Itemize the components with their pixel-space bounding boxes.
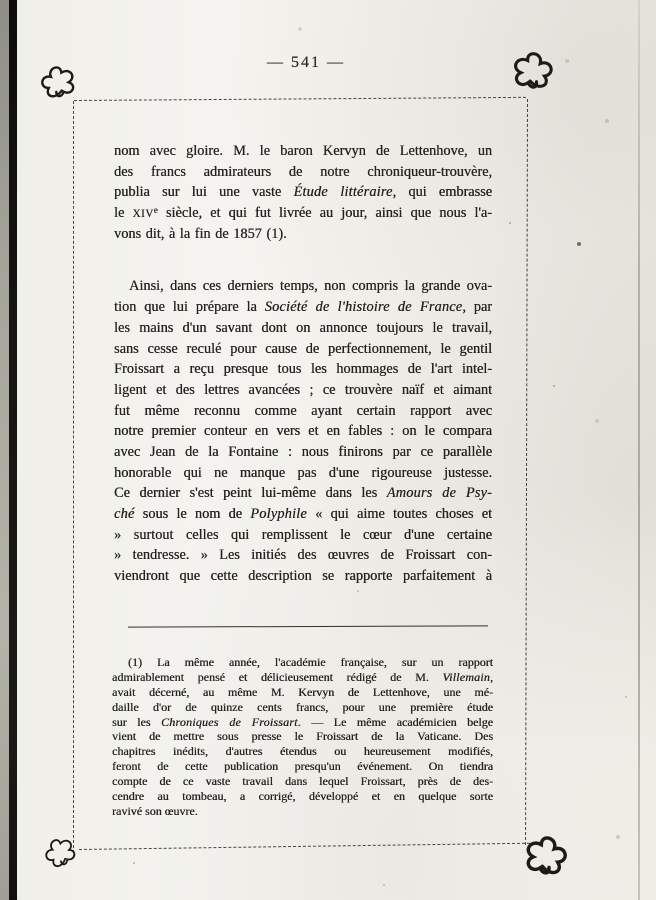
text-line: compte de ce vaste travail dans lequel Froissart, près de des- [112, 774, 493, 789]
text-line: (1) La même année, l'académie française, sur un rapport [128, 655, 493, 669]
text-line: honorable qui ne manque pas d'une rigoureuse justesse. [114, 464, 492, 481]
text-line: » surtout celles qui remplissent le cœur d'une certaine [114, 526, 492, 543]
text-line: notre premier conteur en vers et en fables : on le compara [114, 423, 492, 440]
text-line: nom avec gloire. M. le baron Kervyn de Lettenhove, un [114, 143, 492, 159]
text-line: » tendresse. » Les initiés des œuvres de Froissart con- [114, 547, 492, 564]
text-line: des francs admirateurs de notre chroniqueur-trouvère, [114, 163, 492, 180]
paragraph [114, 276, 492, 586]
text-line: vient de mettre sous presse le Froissart de la Vaticane. Des [112, 729, 493, 744]
flourish-ornament-top-right-icon [508, 48, 556, 96]
paragraph [114, 141, 492, 244]
scan-speckles [0, 0, 2, 2]
flourish-ornament-bottom-right-icon [518, 830, 571, 883]
text-line: cendre au tombeau, a corrigé, développé et en quelque sorte [112, 789, 493, 804]
text-line: avec Jean de la Fontaine : nous finirons par ce parallèle [114, 443, 492, 460]
text-line: viendront que cette description se rapporte parfaitement à [114, 568, 492, 585]
text-line: ravivé son œuvre. [112, 803, 198, 818]
flourish-ornament-bottom-left-icon [38, 830, 84, 876]
text-line: Ainsi, dans ces derniers temps, non compris la grande ova- [129, 278, 492, 295]
text-line: daille d'or de quinze cents francs, pour une première étude [112, 699, 493, 714]
frame-bottom-border [79, 843, 535, 850]
text-line: fut même reconnu comme ayant certain rapport avec [114, 402, 492, 419]
footnote-separator-rule [128, 625, 488, 627]
text-line: sur les Chroniques de Froissart. — Le même académicien belge [112, 714, 493, 729]
text-line: admirablement pensé et délicieusement rédigé de M. Villemain, [112, 669, 493, 684]
scan-gutter-shadow [9, 0, 17, 900]
text-line: tion que lui prépare la Société de l'histoire de France, par [114, 299, 492, 316]
frame-top-border [74, 97, 526, 101]
text-line: publia sur lui une vaste Étude littéraire, qui embrasse [114, 184, 492, 201]
footnote-text [112, 655, 493, 819]
main-text [114, 141, 492, 619]
text-line: vons dit, à la fin de 1857 (1). [114, 225, 287, 242]
text-line: ché sous le nom de Polyphile « qui aime toutes choses et [114, 506, 492, 522]
frame-right-border [525, 99, 528, 845]
frame-left-border [73, 101, 74, 858]
text-line: sans cesse reculé pour cause de perfectionnement, le gentil [114, 340, 492, 357]
text-line: Froissart a reçu presque tous les hommages de l'art intel- [114, 361, 492, 378]
text-line: ligent et des lettres avancées ; ce trouvère naïf et aimant [114, 381, 492, 398]
page-number: — 541 — [267, 54, 345, 71]
scan-right-edge-shadow [638, 0, 640, 900]
text-line: les mains d'un savant dont on annonce toujours le travail, [114, 319, 492, 336]
text-line: feront de cette publication presqu'un événement. On tiendra [112, 759, 493, 774]
text-line: chapitres inédits, d'autres étendus ou heureusement modifiés, [112, 744, 493, 759]
text-line: le XIVe siècle, et qui fut livrée au jour, ainsi que nous l'a- [114, 205, 492, 222]
text-line: avait décerné, au même M. Kervyn de Lettenhove, une mé- [112, 684, 493, 699]
text-line: Ce dernier s'est peint lui-même dans les Amours de Psy- [114, 485, 492, 502]
